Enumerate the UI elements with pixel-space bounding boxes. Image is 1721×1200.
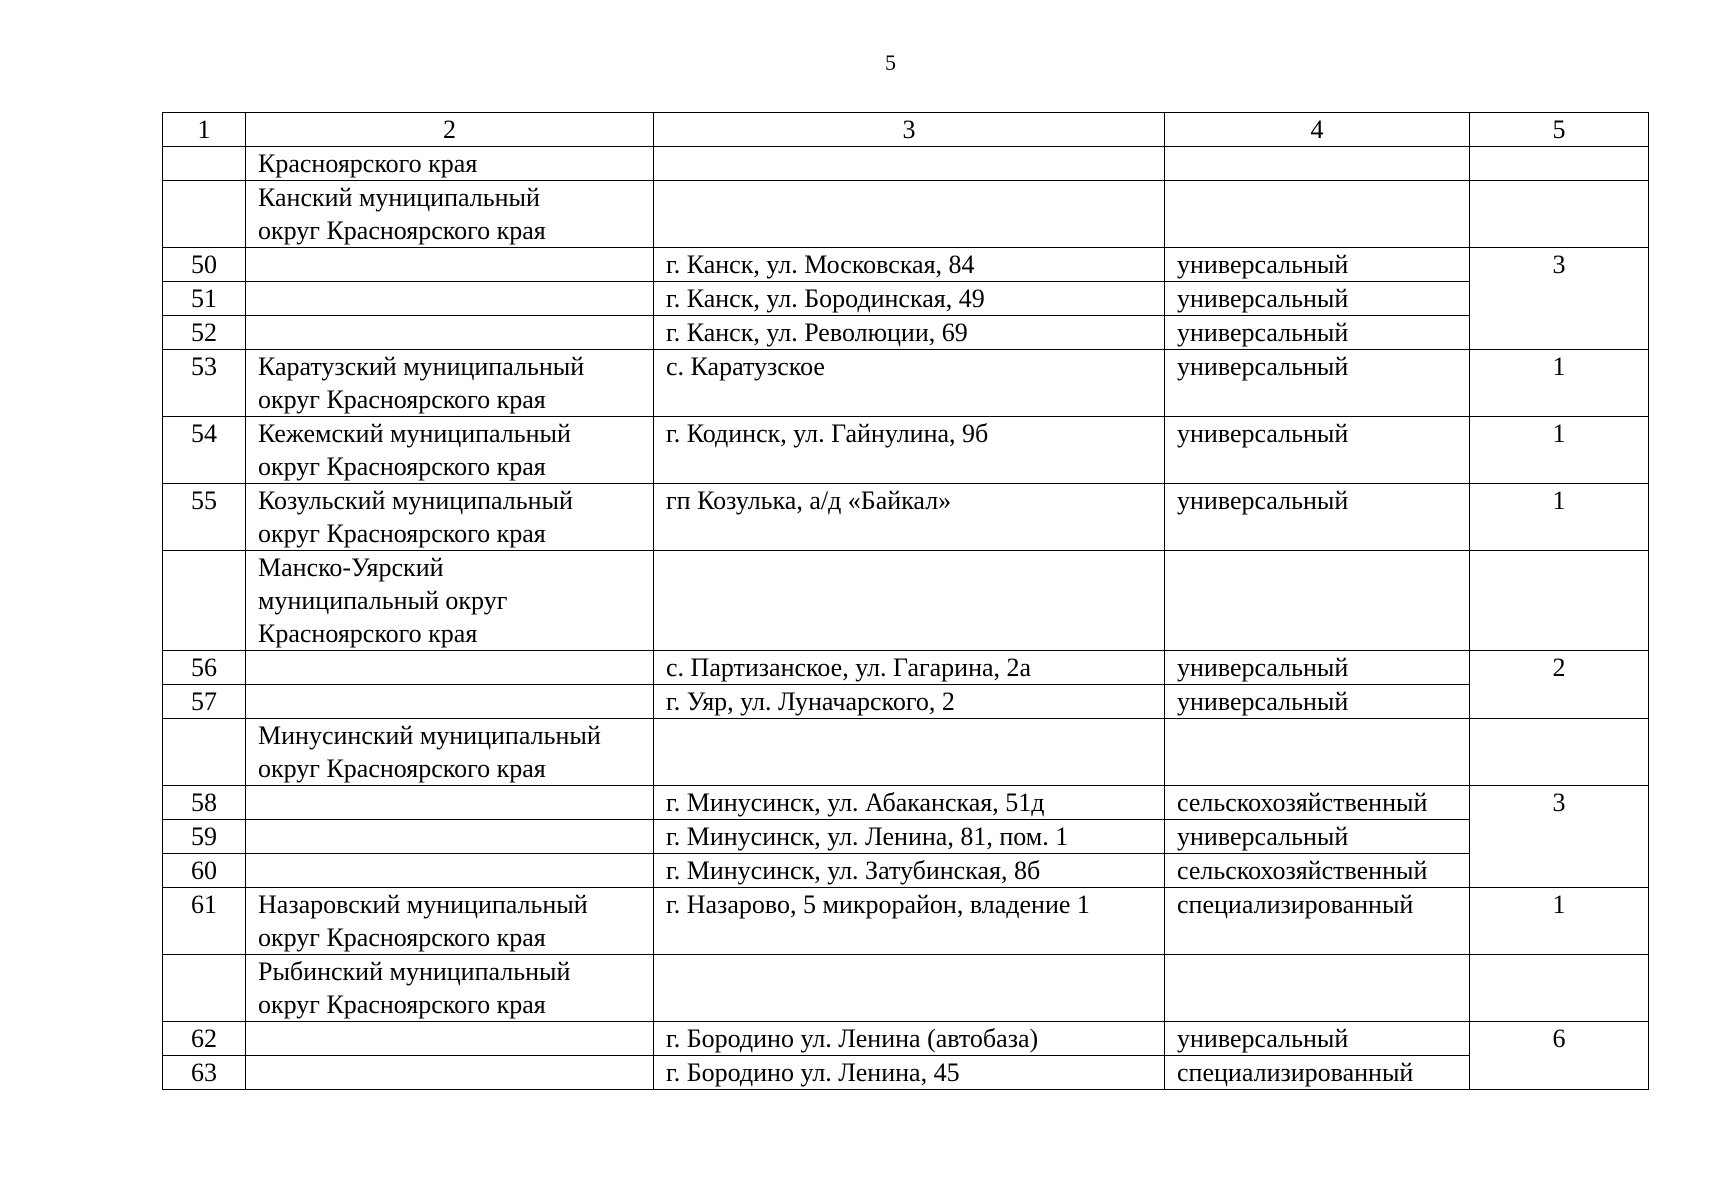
address-cell: гп Козулька, а/д «Байкал» [654, 484, 1165, 551]
market-type-cell: универсальный [1165, 1022, 1470, 1056]
market-type-cell: универсальный [1165, 282, 1470, 316]
municipality-cell [246, 1056, 654, 1090]
market-type-cell: универсальный [1165, 651, 1470, 685]
market-count-cell [1470, 181, 1649, 248]
row-number-cell: 51 [163, 282, 246, 316]
row-number-cell: 57 [163, 685, 246, 719]
row-number-cell: 53 [163, 350, 246, 417]
table-row [163, 651, 1649, 685]
table-row [163, 350, 1649, 417]
market-count-cell: 1 [1470, 350, 1649, 417]
row-number-cell: 56 [163, 651, 246, 685]
row-number-cell [163, 551, 246, 651]
address-cell: г. Минусинск, ул. Затубинская, 8б [654, 854, 1165, 888]
row-number-cell: 50 [163, 248, 246, 282]
row-number-cell [163, 181, 246, 248]
table-row [163, 282, 1649, 316]
table-row [163, 417, 1649, 484]
table-row [163, 181, 1649, 248]
municipality-cell: Минусинский муниципальный округ Красноярского края [246, 719, 654, 786]
row-number-cell: 54 [163, 417, 246, 484]
municipality-cell: Рыбинский муниципальный округ Красноярского края [246, 955, 654, 1022]
row-number-cell: 61 [163, 888, 246, 955]
market-count-cell: 1 [1470, 888, 1649, 955]
municipality-cell [246, 854, 654, 888]
address-cell: г. Назарово, 5 микрорайон, владение 1 [654, 888, 1165, 955]
address-cell [654, 551, 1165, 651]
municipality-cell [246, 685, 654, 719]
table-row [163, 316, 1649, 350]
table-row [163, 484, 1649, 551]
market-type-cell: специализированный [1165, 888, 1470, 955]
municipality-cell [246, 248, 654, 282]
table-header-row [163, 113, 1649, 147]
address-cell: г. Бородино ул. Ленина (автобаза) [654, 1022, 1165, 1056]
municipality-cell [246, 786, 654, 820]
market-type-cell [1165, 719, 1470, 786]
table-row [163, 854, 1649, 888]
row-number-cell [163, 719, 246, 786]
row-number-cell: 62 [163, 1022, 246, 1056]
market-type-cell [1165, 551, 1470, 651]
row-number-cell: 58 [163, 786, 246, 820]
header-cell-3: 3 [654, 113, 1165, 147]
table-row [163, 1022, 1649, 1056]
market-type-cell: универсальный [1165, 484, 1470, 551]
market-count-cell: 1 [1470, 417, 1649, 484]
address-cell: с. Партизанское, ул. Гагарина, 2а [654, 651, 1165, 685]
market-type-cell: универсальный [1165, 820, 1470, 854]
markets-table [162, 112, 1649, 1090]
market-type-cell: универсальный [1165, 316, 1470, 350]
header-cell-1: 1 [163, 113, 246, 147]
row-number-cell: 59 [163, 820, 246, 854]
address-cell [654, 719, 1165, 786]
market-type-cell [1165, 181, 1470, 248]
market-count-cell: 2 [1470, 651, 1649, 719]
table-row [163, 551, 1649, 651]
municipality-cell [246, 282, 654, 316]
table-row [163, 685, 1649, 719]
municipality-cell: Канский муниципальный округ Красноярского края [246, 181, 654, 248]
row-number-cell: 55 [163, 484, 246, 551]
address-cell [654, 147, 1165, 181]
table-row [163, 147, 1649, 181]
address-cell: г. Минусинск, ул. Ленина, 81, пом. 1 [654, 820, 1165, 854]
row-number-cell: 60 [163, 854, 246, 888]
market-count-cell: 1 [1470, 484, 1649, 551]
market-type-cell: сельскохозяйственный [1165, 786, 1470, 820]
row-number-cell [163, 955, 246, 1022]
market-type-cell: универсальный [1165, 417, 1470, 484]
address-cell: г. Минусинск, ул. Абаканская, 51д [654, 786, 1165, 820]
municipality-cell: Козульский муниципальный округ Красноярского края [246, 484, 654, 551]
table-row [163, 248, 1649, 282]
market-count-cell [1470, 955, 1649, 1022]
market-count-cell [1470, 147, 1649, 181]
address-cell: г. Канск, ул. Московская, 84 [654, 248, 1165, 282]
market-count-cell: 3 [1470, 248, 1649, 350]
address-cell: г. Канск, ул. Революции, 69 [654, 316, 1165, 350]
table-row [163, 1056, 1649, 1090]
table-row [163, 820, 1649, 854]
market-type-cell: универсальный [1165, 685, 1470, 719]
municipality-cell [246, 316, 654, 350]
row-number-cell: 52 [163, 316, 246, 350]
address-cell: с. Каратузское [654, 350, 1165, 417]
market-type-cell: специализированный [1165, 1056, 1470, 1090]
market-type-cell: универсальный [1165, 248, 1470, 282]
table-row [163, 888, 1649, 955]
header-cell-2: 2 [246, 113, 654, 147]
municipality-cell [246, 1022, 654, 1056]
address-cell [654, 181, 1165, 248]
market-count-cell: 3 [1470, 786, 1649, 888]
market-type-cell [1165, 955, 1470, 1022]
municipality-cell: Манско-Уярский муниципальный округ Красноярского края [246, 551, 654, 651]
address-cell: г. Уяр, ул. Луначарского, 2 [654, 685, 1165, 719]
municipality-cell: Каратузский муниципальный округ Красноярского края [246, 350, 654, 417]
address-cell: г. Кодинск, ул. Гайнулина, 9б [654, 417, 1165, 484]
row-number-cell: 63 [163, 1056, 246, 1090]
row-number-cell [163, 147, 246, 181]
market-type-cell [1165, 147, 1470, 181]
market-count-cell [1470, 551, 1649, 651]
municipality-cell [246, 651, 654, 685]
municipality-cell [246, 820, 654, 854]
table-row [163, 786, 1649, 820]
market-count-cell: 6 [1470, 1022, 1649, 1090]
header-cell-4: 4 [1165, 113, 1470, 147]
address-cell [654, 955, 1165, 1022]
market-type-cell: сельскохозяйственный [1165, 854, 1470, 888]
page-number: 5 [885, 50, 896, 75]
header-cell-5: 5 [1470, 113, 1649, 147]
market-type-cell: универсальный [1165, 350, 1470, 417]
market-count-cell [1470, 719, 1649, 786]
address-cell: г. Бородино ул. Ленина, 45 [654, 1056, 1165, 1090]
municipality-cell: Красноярского края [246, 147, 654, 181]
table-row [163, 719, 1649, 786]
table-row [163, 955, 1649, 1022]
address-cell: г. Канск, ул. Бородинская, 49 [654, 282, 1165, 316]
municipality-cell: Назаровский муниципальный округ Красноярского края [246, 888, 654, 955]
municipality-cell: Кежемский муниципальный округ Красноярского края [246, 417, 654, 484]
